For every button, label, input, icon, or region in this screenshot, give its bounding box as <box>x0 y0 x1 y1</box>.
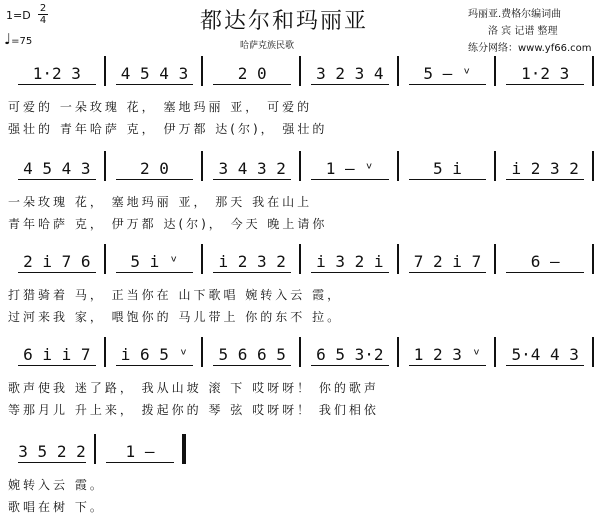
beam-line <box>506 272 584 273</box>
beam-line <box>213 84 291 85</box>
lyrics-line-2: 歌唱在树 下。 <box>8 500 105 514</box>
measure: 4 5 4 3 <box>120 63 189 83</box>
beam-line <box>116 365 194 366</box>
notes-row <box>8 62 594 84</box>
measure: 4 5 4 3 <box>23 158 91 178</box>
barline <box>104 151 106 181</box>
barline <box>299 151 301 181</box>
beam-line <box>18 272 96 273</box>
credit-website: 练分网络：www.yf66.com <box>468 43 592 54</box>
measure: 1·2 3 <box>32 63 81 83</box>
beam-line <box>18 84 96 85</box>
score-system <box>8 440 594 520</box>
barline <box>494 151 496 181</box>
barline <box>104 244 106 274</box>
lyrics-line-2: 强壮的 青年哈萨 克， 伊万都 达(尔)， 强壮的 <box>8 122 328 136</box>
meter-bottom: 4 <box>39 15 47 26</box>
measure: 2 0 <box>140 158 169 178</box>
measure: 1 – ᵛ <box>325 158 374 178</box>
measure: 1·2 3 <box>521 63 570 83</box>
barline <box>104 56 106 86</box>
measure: 5 i ᵛ <box>130 251 179 271</box>
beam-line <box>18 462 86 463</box>
score-system <box>8 62 594 142</box>
beam-line <box>409 179 487 180</box>
notes-row <box>8 343 594 365</box>
credit-composer: 玛丽亚.费格尔编词曲 <box>468 9 562 20</box>
measure: 1 2 3 ᵛ <box>413 344 482 364</box>
barline <box>299 337 301 367</box>
measure: 5·4 4 3 <box>511 344 579 364</box>
score-system <box>8 343 594 423</box>
beam-line <box>506 179 584 180</box>
measure: 3 4 3 2 <box>218 158 286 178</box>
barline <box>397 56 399 86</box>
barline <box>397 244 399 274</box>
barline <box>494 337 496 367</box>
measure: 5 6 6 5 <box>218 344 286 364</box>
measure: i 3 2 i <box>316 251 384 271</box>
barline <box>397 337 399 367</box>
lyrics-line-1: 可爱的 一朵玫瑰 花， 塞地玛丽 亚， 可爱的 <box>8 100 313 114</box>
key-signature: 1=D <box>6 9 31 22</box>
measure: 6 5 3·2 <box>316 344 384 364</box>
measure: 1 – <box>125 441 155 461</box>
barline <box>592 151 594 181</box>
lyrics-line-1: 歌声使我 迷了路， 我从山坡 滚 下 哎呀呀！ 你的歌声 <box>8 381 379 395</box>
barline <box>104 337 106 367</box>
meter-top: 2 <box>39 3 47 14</box>
beam-line <box>106 462 174 463</box>
beam-line <box>311 179 389 180</box>
measure: 7 2 i 7 <box>413 251 482 271</box>
measure: i 2 3 2 <box>511 158 579 178</box>
measure: 5 – ᵛ <box>423 63 472 83</box>
measure: 3 5 2 2 <box>18 441 86 461</box>
tempo-value: =75 <box>11 36 33 47</box>
barline <box>494 56 496 86</box>
barline <box>299 244 301 274</box>
barline <box>592 56 594 86</box>
credit-transcriber: 洛 宾 记谱 整理 <box>488 26 558 37</box>
barline <box>592 337 594 367</box>
lyrics-line-1: 婉转入云 霞。 <box>8 478 105 492</box>
barline <box>182 434 186 464</box>
beam-line <box>18 365 96 366</box>
measure: 3 2 3 4 <box>316 63 384 83</box>
beam-line <box>213 179 291 180</box>
beam-line <box>311 84 389 85</box>
lyrics-line-2: 等那月儿 升上来， 拨起你的 琴 弦 哎呀呀！ 我们相依 <box>8 403 379 417</box>
beam-line <box>311 272 389 273</box>
notes-row <box>8 440 594 462</box>
song-subtitle: 哈萨克族民歌 <box>240 41 295 51</box>
barline <box>201 337 203 367</box>
beam-line <box>116 179 194 180</box>
quarter-note-icon: ♩ <box>4 30 12 48</box>
beam-line <box>213 365 291 366</box>
song-title: 都达尔和玛丽亚 <box>200 9 369 34</box>
barline <box>397 151 399 181</box>
barline <box>494 244 496 274</box>
beam-line <box>311 365 389 366</box>
measure: 5 i <box>433 158 462 178</box>
lyrics-line-1: 打猎骑着 马， 正当你在 山下歌唱 婉转入云 霞， <box>8 288 343 302</box>
lyrics-line-2: 过河来我 家， 喂饱你的 马儿带上 你的东不 拉。 <box>8 310 343 324</box>
measure: i 2 3 2 <box>218 251 286 271</box>
beam-line <box>506 84 584 85</box>
lyrics-line-1: 一朵玫瑰 花， 塞地玛丽 亚， 那天 我在山上 <box>8 195 313 209</box>
measure: 6 – <box>530 251 560 271</box>
barline <box>201 244 203 274</box>
barline <box>201 151 203 181</box>
measure: 6 i i 7 <box>23 344 91 364</box>
beam-line <box>506 365 584 366</box>
beam-line <box>409 365 487 366</box>
lyrics-line-2: 青年哈萨 克， 伊万都 达(尔)， 今天 晚上请你 <box>8 217 328 231</box>
tempo-marking <box>4 30 32 48</box>
beam-line <box>213 272 291 273</box>
score-system <box>8 250 594 330</box>
beam-line <box>18 179 96 180</box>
barline <box>94 434 96 464</box>
barline <box>299 56 301 86</box>
score-system <box>8 157 594 237</box>
measure: i 6 5 ᵛ <box>120 344 189 364</box>
beam-line <box>409 84 487 85</box>
beam-line <box>409 272 487 273</box>
beam-line <box>116 84 194 85</box>
measure: 2 0 <box>237 63 267 83</box>
notes-row <box>8 157 594 179</box>
notes-row <box>8 250 594 272</box>
barline <box>201 56 203 86</box>
barline <box>592 244 594 274</box>
time-signature <box>38 4 48 25</box>
measure: 2 i 7 6 <box>23 251 91 271</box>
beam-line <box>116 272 194 273</box>
